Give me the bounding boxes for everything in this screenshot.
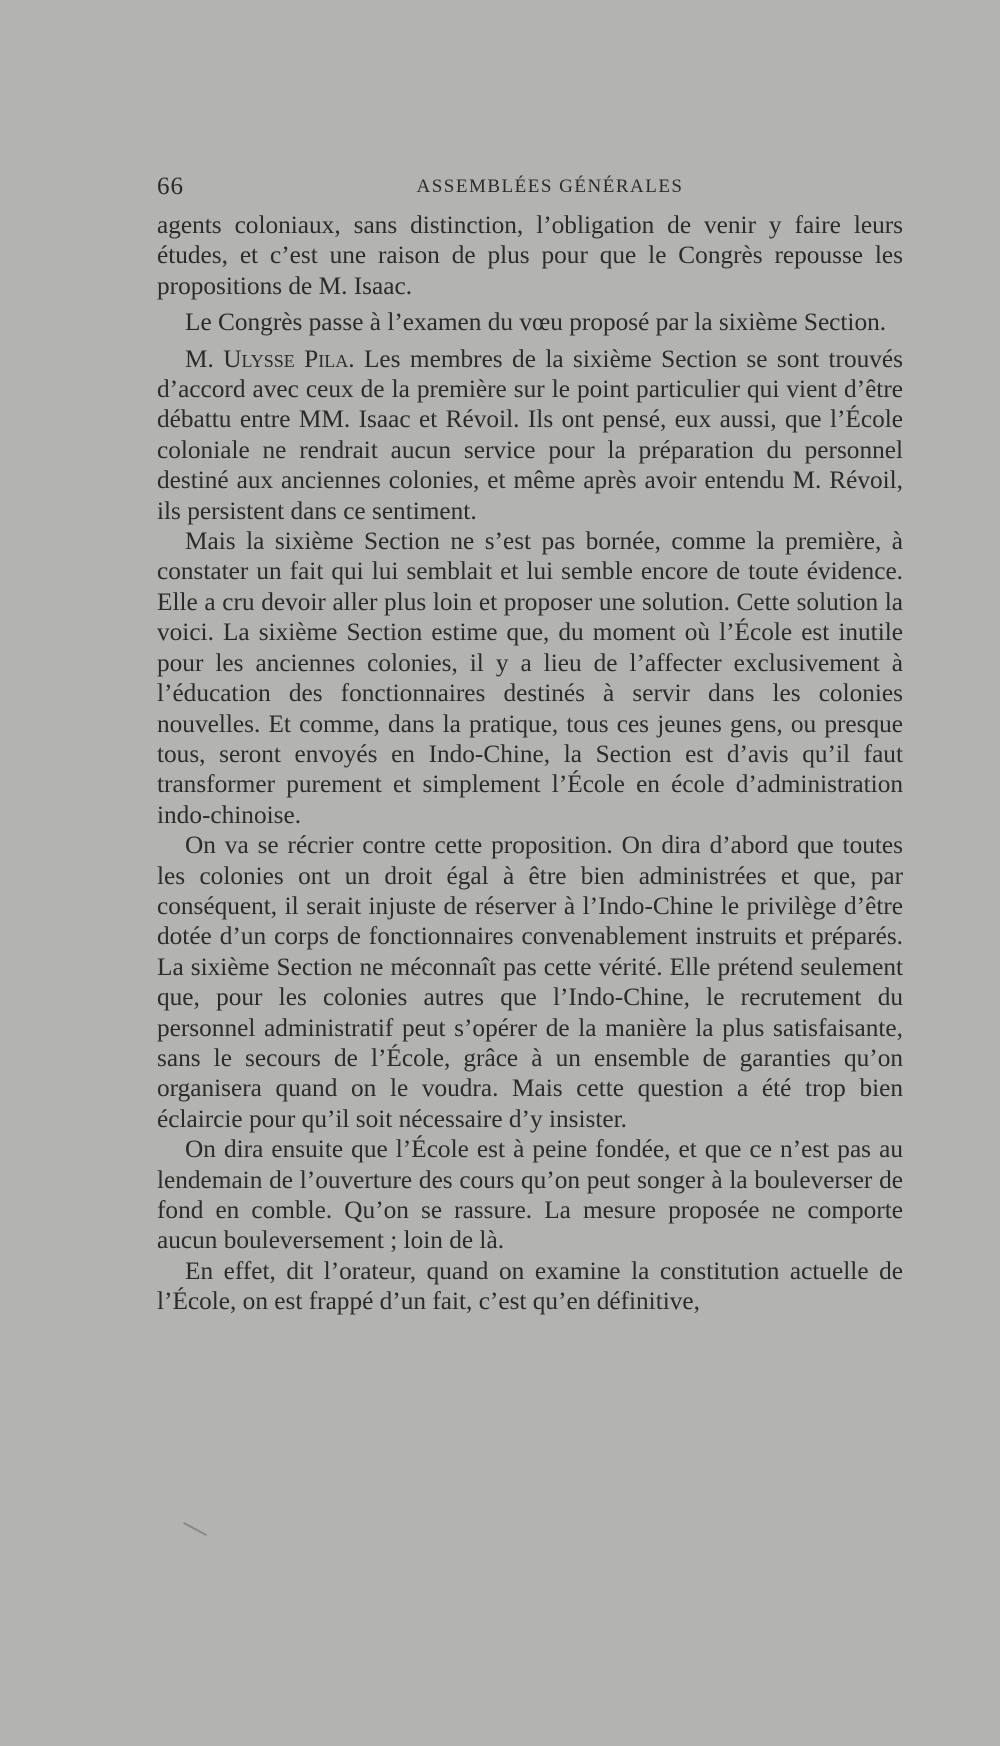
paragraph: On dira ensuite que l’École est à peine fondée, et que ce n’est pas au lendemain de l’ouverture des cours qu’on peut songer à la bouleverser de fond en comble. Qu’on se rassure. La mesure proposée ne comporte aucun bouleversement ; loin de là. (157, 1135, 903, 1255)
paragraph: Mais la sixième Section ne s’est pas bornée, comme la première, à constater un fait qui lui semblait et lui semble encore de toute évidence. Elle a cru devoir aller plus loin et proposer une solution. Cette solution la voici. La sixième Section estime que, du moment où l’École est inutile pour les anciennes colonies, il y a lieu de l’affecter exclusivement à l’éducation des fonctionnaires destinés à servir dans les colonies nouvelles. Et comme, dans la pratique, tous ces jeunes gens, ou presque tous, seront envoyés en Indo-Chine, la Section est d’avis qu’il faut transformer purement et simplement l’École en école d’administration indo-chinoise. (157, 527, 903, 829)
ink-smudge (183, 1522, 207, 1536)
speaker-prefix: M. (185, 344, 224, 373)
page-number: 66 (157, 173, 184, 200)
body-text (157, 210, 903, 1317)
speaker-suffix: . (348, 344, 364, 373)
page-header (157, 173, 903, 203)
speaker-name: Ulysse Pila (223, 344, 349, 373)
running-title: ASSEMBLÉES GÉNÉRALES (416, 176, 684, 197)
paragraph: En effet, dit l’orateur, quand on examine la constitution actuelle de l’École, on est frappé d’un fait, c’est qu’en définitive, (157, 1256, 903, 1316)
paragraph: agents coloniaux, sans distinction, l’obligation de venir y faire leurs études, et c’est une raison de plus pour que le Congrès repousse les propositions de M. Isaac. (157, 211, 903, 300)
paragraph: Le Congrès passe à l’examen du vœu proposé par la sixième Section. (185, 308, 887, 337)
paragraph: On va se récrier contre cette proposition. On dira d’abord que toutes les colonies ont un droit égal à être bien administrées et que, par conséquent, il serait injuste de réserver à l’Indo-Chine le privilège d’être dotée d’un corps de fonctionnaires convenablement instruits et préparés. La sixième Section ne méconnaît pas cette vérité. Elle prétend seulement que, pour les colonies autres que l’Indo-Chine, le recrutement du personnel administratif peut s’opérer de la manière la plus satisfaisante, sans le secours de l’École, grâce à un ensemble de garanties qu’on organisera quand on le voudra. Mais cette question a été trop bien éclaircie pour qu’il soit nécessaire d’y insister. (157, 831, 903, 1133)
paragraph (157, 344, 903, 526)
paragraph-text: Les membres de la sixième Section se sont trouvés d’accord avec ceux de la première sur le point particulier qui vient d’être débattu entre MM. Isaac et Révoil. Ils ont pensé, eux aussi, que l’École coloniale ne rendrait aucun service pour la préparation du personnel destiné aux anciennes colonies, et même après avoir entendu M. Révoil, ils persistent dans ce sentiment. (157, 344, 903, 525)
